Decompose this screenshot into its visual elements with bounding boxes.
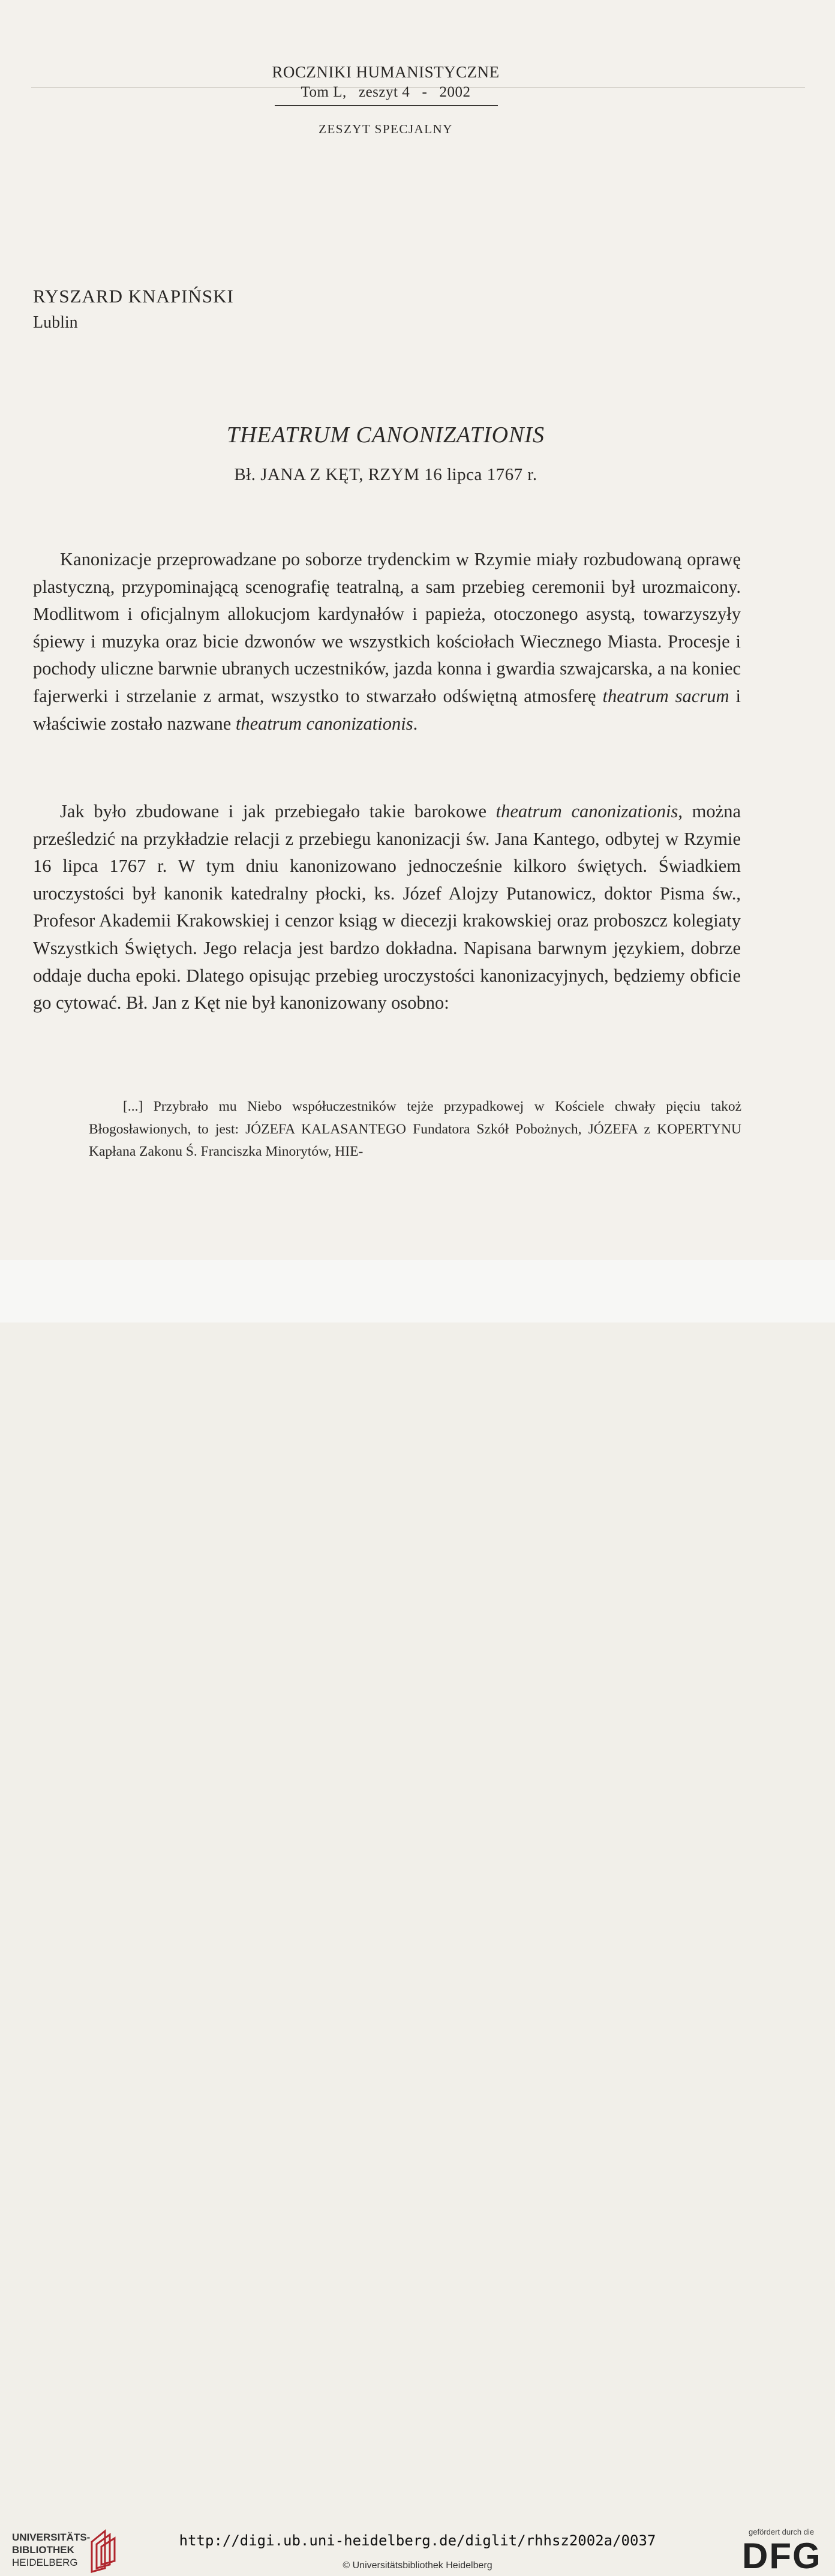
library-name-line-3: HEIDELBERG	[12, 2557, 78, 2568]
permalink-url[interactable]: http://digi.ub.uni-heidelberg.de/diglit/rhhsz2002a/0037	[179, 2532, 656, 2549]
article-author: RYSZARD KNAPIŃSKI	[33, 286, 234, 307]
article-subtitle: Bł. JANA Z KĘT, RZYM 16 lipca 1767 r.	[234, 465, 537, 484]
paragraph-1-italic-2: theatrum canonizationis	[235, 713, 413, 734]
funder-caption: gefördert durch die	[749, 2527, 815, 2536]
special-issue-label: ZESZYT SPECJALNY	[319, 122, 453, 136]
paragraph-1-italic-1: theatrum sacrum	[602, 685, 729, 706]
paragraph-2-text-b: , można prześledzić na przykładzie relacji z przebiegu kanonizacji św. Jana Kantego, odbytej w Rzymie 16 lipca 1767 r. W tym dniu kanonizowano jednocześnie kilkoro świętych. Świadkiem uroczystości był kanonik katedralny płocki, ks. Józef Alojzy Putanowicz, doktor Pisma św., Profesor Akademii Krakowskiej i cenzor ksiąg w diecezji krakowskiej oraz proboszcz kolegiaty Wszystkich Świętych. Jego relacja jest bardzo dokładna. Napisana barwnym językiem, dobrze oddaje ducha epoki. Dlatego opisując przebieg uroczystości kanonizacyjnych, będziemy obficie go cytować. Bł. Jan z Kęt nie był kanonizowany osobno:	[33, 801, 741, 1013]
article-title: THEATRUM CANONIZATIONIS	[226, 422, 545, 448]
journal-title: ROCZNIKI HUMANISTYCZNE	[272, 63, 500, 81]
digitization-footer	[0, 1260, 835, 2576]
volume-rule	[275, 105, 498, 106]
document-page	[0, 0, 835, 1260]
paragraph-2	[33, 798, 741, 1017]
paragraph-1	[33, 546, 741, 737]
dfg-logo[interactable]: DFG	[742, 2536, 822, 2576]
copyright-notice: © Universitätsbibliothek Heidelberg	[343, 2560, 492, 2571]
paragraph-1-text-a: Kanonizacje przeprowadzane po soborze trydenckim w Rzymie miały rozbudowaną oprawę plastyczną, przypominającą scenografię teatralną, a sam przebieg ceremonii był urozmaicony. Modlitwom i oficjalnym allokucjom kardynałów i papieża, otoczonego asystą, towarzyszyły śpiewy i muzyka oraz bicie dzwonów we wszystkich kościołach Wiecznego Miasta. Procesje i pochody uliczne barwnie ubranych uczestników, jazda konna i gwardia szwajcarska, a na koniec fajerwerki i strzelanie z armat, wszystko to stwarzało odświętną atmosferę	[33, 549, 741, 706]
library-name-line-1: UNIVERSITÄTS-	[12, 2532, 91, 2543]
paragraph-1-text-c: .	[413, 713, 418, 734]
author-city: Lublin	[33, 313, 78, 332]
paragraph-1-text-b: i właściwie zostało nazwane	[33, 685, 741, 734]
block-quote: [...] Przybrało mu Niebo współuczestników tejże przypadkowej w Kościele chwały pięciu takoż Błogosławionych, to jest: JÓZEFA KALASANTEGO Fundatora Szkół Pobożnych, JÓZEFA z KOPERTYNU Kapłana Zakonu Ś. Franciszka Minorytów, HIE-	[89, 1099, 741, 1159]
library-name-line-2: BIBLIOTHEK	[12, 2544, 74, 2556]
journal-volume: Tom L, zeszyt 4 - 2002	[301, 84, 471, 100]
paragraph-2-italic-1: theatrum canonizationis	[495, 801, 678, 821]
paragraph-2-text-a: Jak było zbudowane i jak przebiegało takie barokowe	[60, 801, 496, 821]
